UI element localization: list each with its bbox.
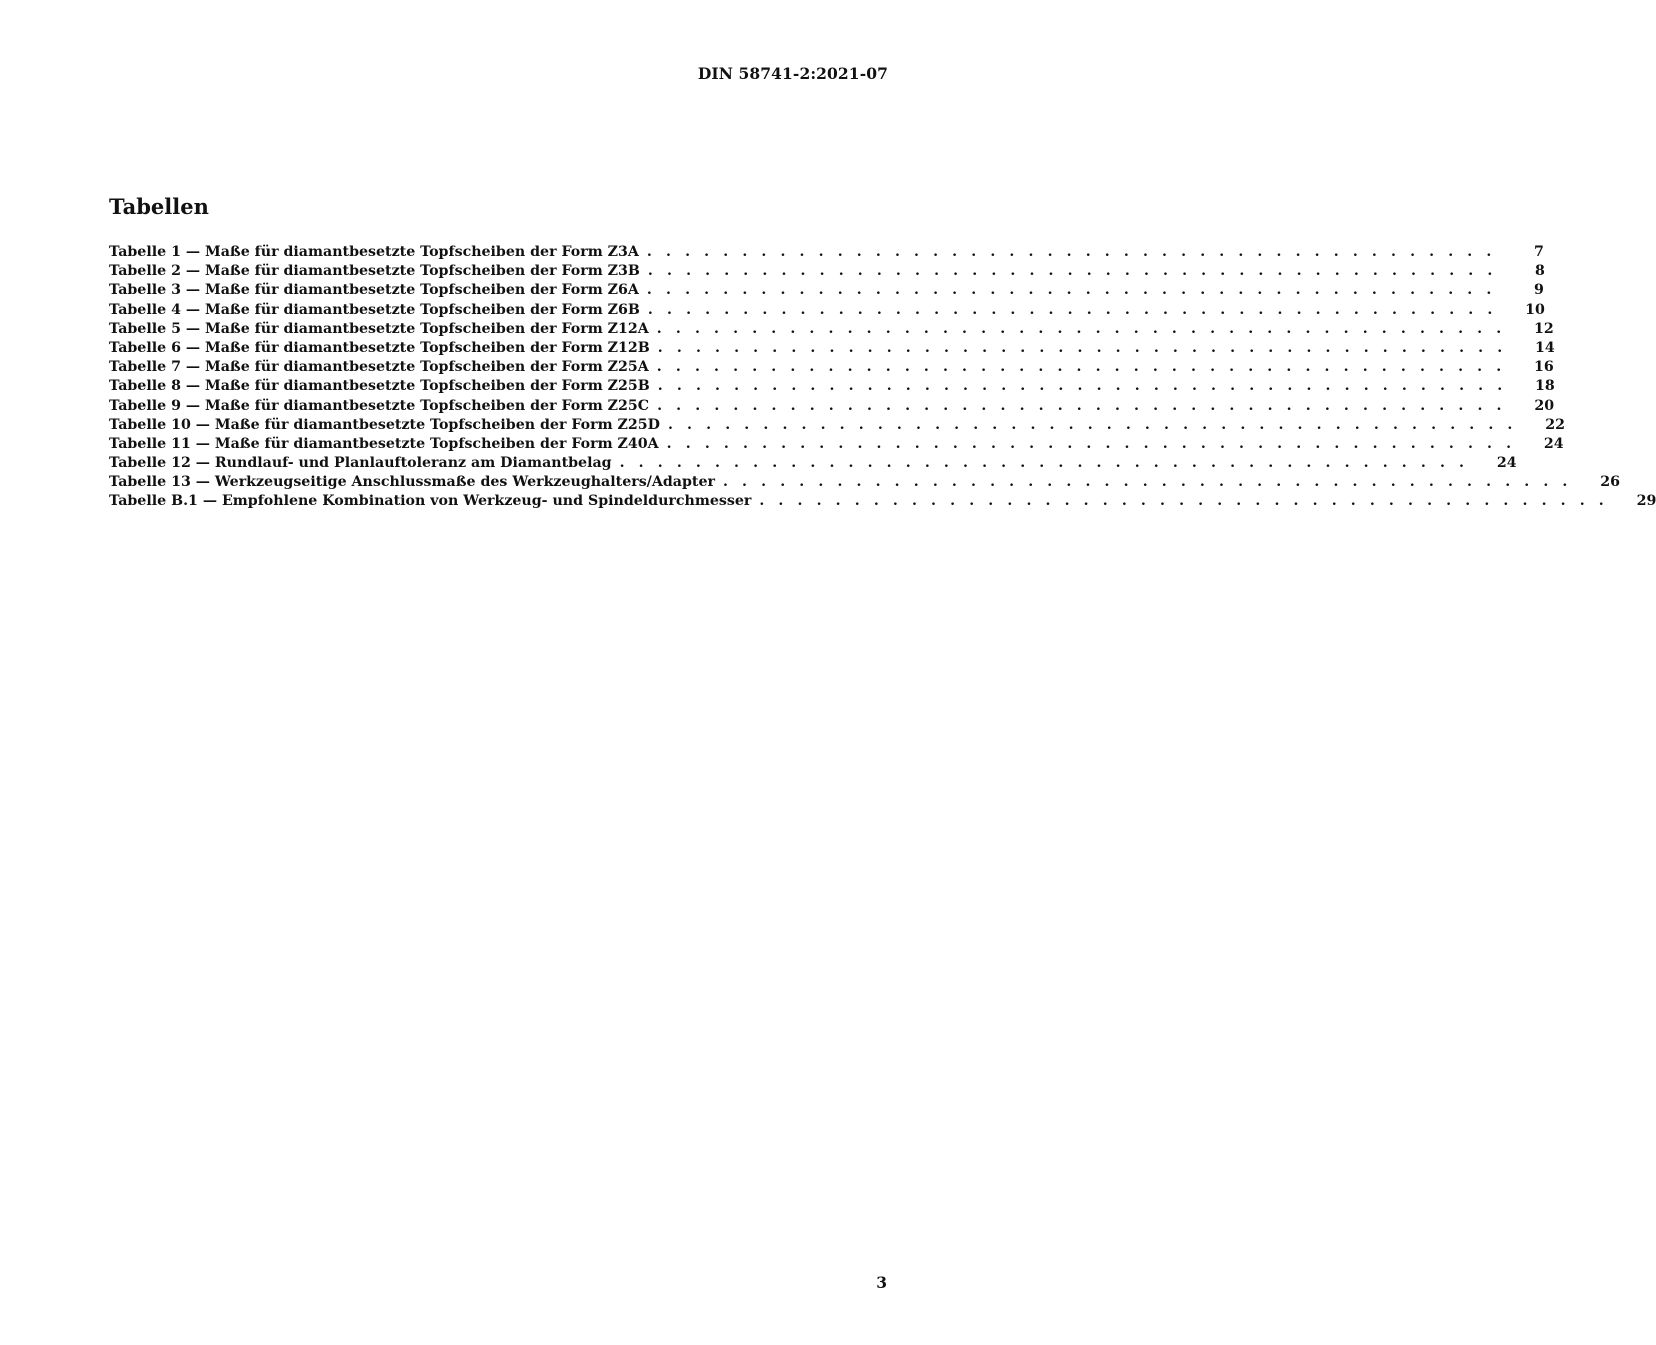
toc-entry-page: 18	[1535, 378, 1555, 395]
toc-entry[interactable]	[109, 416, 1565, 435]
section-title: Tabellen	[109, 194, 209, 219]
toc-dot-leader: . . . . . . . . . . . . . . . . . . . . . . . . . . . . . . . . . . . . . . . . . . . . .	[667, 416, 1517, 433]
toc-entry-label: Tabelle 13 — Werkzeugseitige Anschlussmaße des Werkzeughalters/Adapter	[109, 474, 715, 491]
table-of-tables	[109, 243, 1656, 512]
toc-entry-page: 26	[1600, 474, 1620, 491]
toc-entry-page: 12	[1534, 320, 1554, 337]
toc-entry-page: 7	[1534, 244, 1544, 260]
toc-entry[interactable]	[109, 473, 1620, 492]
toc-entry[interactable]	[109, 492, 1656, 511]
page-number: 3	[876, 1273, 887, 1292]
toc-dot-leader: . . . . . . . . . . . . . . . . . . . . . . . . . . . . . . . . . . . . . . . . . . . . .	[619, 455, 1469, 472]
toc-entry-page: 24	[1543, 435, 1564, 452]
toc-entry-page: 20	[1534, 397, 1555, 414]
toc-dot-leader: . . . . . . . . . . . . . . . . . . . . . . . . . . . . . . . . . . . . . . . . . . . . .	[722, 474, 1572, 491]
toc-entry-label: Tabelle 10 — Maße für diamantbesetzte Topfscheiben der Form Z25D	[109, 416, 660, 433]
toc-entry[interactable]	[109, 358, 1554, 377]
toc-entry[interactable]	[109, 281, 1544, 300]
toc-entry[interactable]	[109, 243, 1544, 262]
toc-entry[interactable]	[109, 397, 1555, 416]
toc-dot-leader: . . . . . . . . . . . . . . . . . . . . . . . . . . . . . . . . . . . . . . . . . . . . .	[646, 282, 1496, 299]
toc-entry-label: Tabelle 7 — Maße für diamantbesetzte Topfscheiben der Form Z25A	[109, 359, 649, 376]
toc-dot-leader: . . . . . . . . . . . . . . . . . . . . . . . . . . . . . . . . . . . . . . . . . . . . .	[647, 263, 1497, 280]
toc-entry-label: Tabelle 2 — Maße für diamantbesetzte Topfscheiben der Form Z3B	[109, 263, 640, 280]
toc-entry-label: Tabelle 4 — Maße für diamantbesetzte Topfscheiben der Form Z6B	[109, 301, 640, 318]
toc-dot-leader: . . . . . . . . . . . . . . . . . . . . . . . . . . . . . . . . . . . . . . . . . . . . .	[657, 397, 1507, 414]
toc-entry[interactable]	[109, 320, 1554, 339]
toc-entry[interactable]	[109, 377, 1555, 396]
toc-entry-page: 10	[1525, 301, 1545, 318]
toc-entry-page: 14	[1535, 339, 1555, 356]
document-id: DIN 58741-2:2021-07	[697, 64, 888, 83]
toc-entry-page: 8	[1535, 263, 1545, 280]
toc-dot-leader: . . . . . . . . . . . . . . . . . . . . . . . . . . . . . . . . . . . . . . . . . . . . .	[759, 493, 1609, 510]
toc-entry[interactable]	[109, 454, 1517, 473]
toc-entry-label: Tabelle 1 — Maße für diamantbesetzte Topfscheiben der Form Z3A	[109, 244, 639, 260]
toc-entry[interactable]	[109, 262, 1545, 281]
toc-entry-page: 22	[1545, 416, 1565, 433]
toc-entry-page: 29	[1636, 493, 1656, 510]
toc-entry-label: Tabelle 11 — Maße für diamantbesetzte Topfscheiben der Form Z40A	[109, 435, 659, 452]
toc-entry-label: Tabelle 3 — Maße für diamantbesetzte Topfscheiben der Form Z6A	[109, 282, 639, 299]
toc-entry-label: Tabelle 12 — Rundlauf- und Planlauftoleranz am Diamantbelag	[109, 455, 612, 472]
toc-dot-leader: . . . . . . . . . . . . . . . . . . . . . . . . . . . . . . . . . . . . . . . . . . . . .	[647, 301, 1497, 318]
toc-dot-leader: . . . . . . . . . . . . . . . . . . . . . . . . . . . . . . . . . . . . . . . . . . . . .	[656, 359, 1506, 376]
toc-entry-page: 24	[1496, 455, 1517, 472]
toc-entry[interactable]	[109, 301, 1545, 320]
toc-entry-label: Tabelle B.1 — Empfohlene Kombination von Werkzeug- und Spindeldurchmesser	[109, 493, 752, 510]
toc-entry-page: 16	[1534, 359, 1554, 376]
toc-dot-leader: . . . . . . . . . . . . . . . . . . . . . . . . . . . . . . . . . . . . . . . . . . . . .	[657, 378, 1507, 395]
toc-dot-leader: . . . . . . . . . . . . . . . . . . . . . . . . . . . . . . . . . . . . . . . . . . . . .	[656, 320, 1506, 337]
toc-entry[interactable]	[109, 339, 1555, 358]
toc-entry-page: 9	[1534, 282, 1544, 299]
toc-dot-leader: . . . . . . . . . . . . . . . . . . . . . . . . . . . . . . . . . . . . . . . . . . . . .	[646, 244, 1496, 260]
toc-entry-label: Tabelle 9 — Maße für diamantbesetzte Topfscheiben der Form Z25C	[109, 397, 650, 414]
toc-dot-leader: . . . . . . . . . . . . . . . . . . . . . . . . . . . . . . . . . . . . . . . . . . . . .	[666, 435, 1516, 452]
toc-entry-label: Tabelle 6 — Maße für diamantbesetzte Topfscheiben der Form Z12B	[109, 339, 650, 356]
toc-dot-leader: . . . . . . . . . . . . . . . . . . . . . . . . . . . . . . . . . . . . . . . . . . . . .	[657, 339, 1507, 356]
toc-entry-label: Tabelle 5 — Maße für diamantbesetzte Topfscheiben der Form Z12A	[109, 320, 649, 337]
toc-entry-label: Tabelle 8 — Maße für diamantbesetzte Topfscheiben der Form Z25B	[109, 378, 650, 395]
toc-entry[interactable]	[109, 435, 1564, 454]
